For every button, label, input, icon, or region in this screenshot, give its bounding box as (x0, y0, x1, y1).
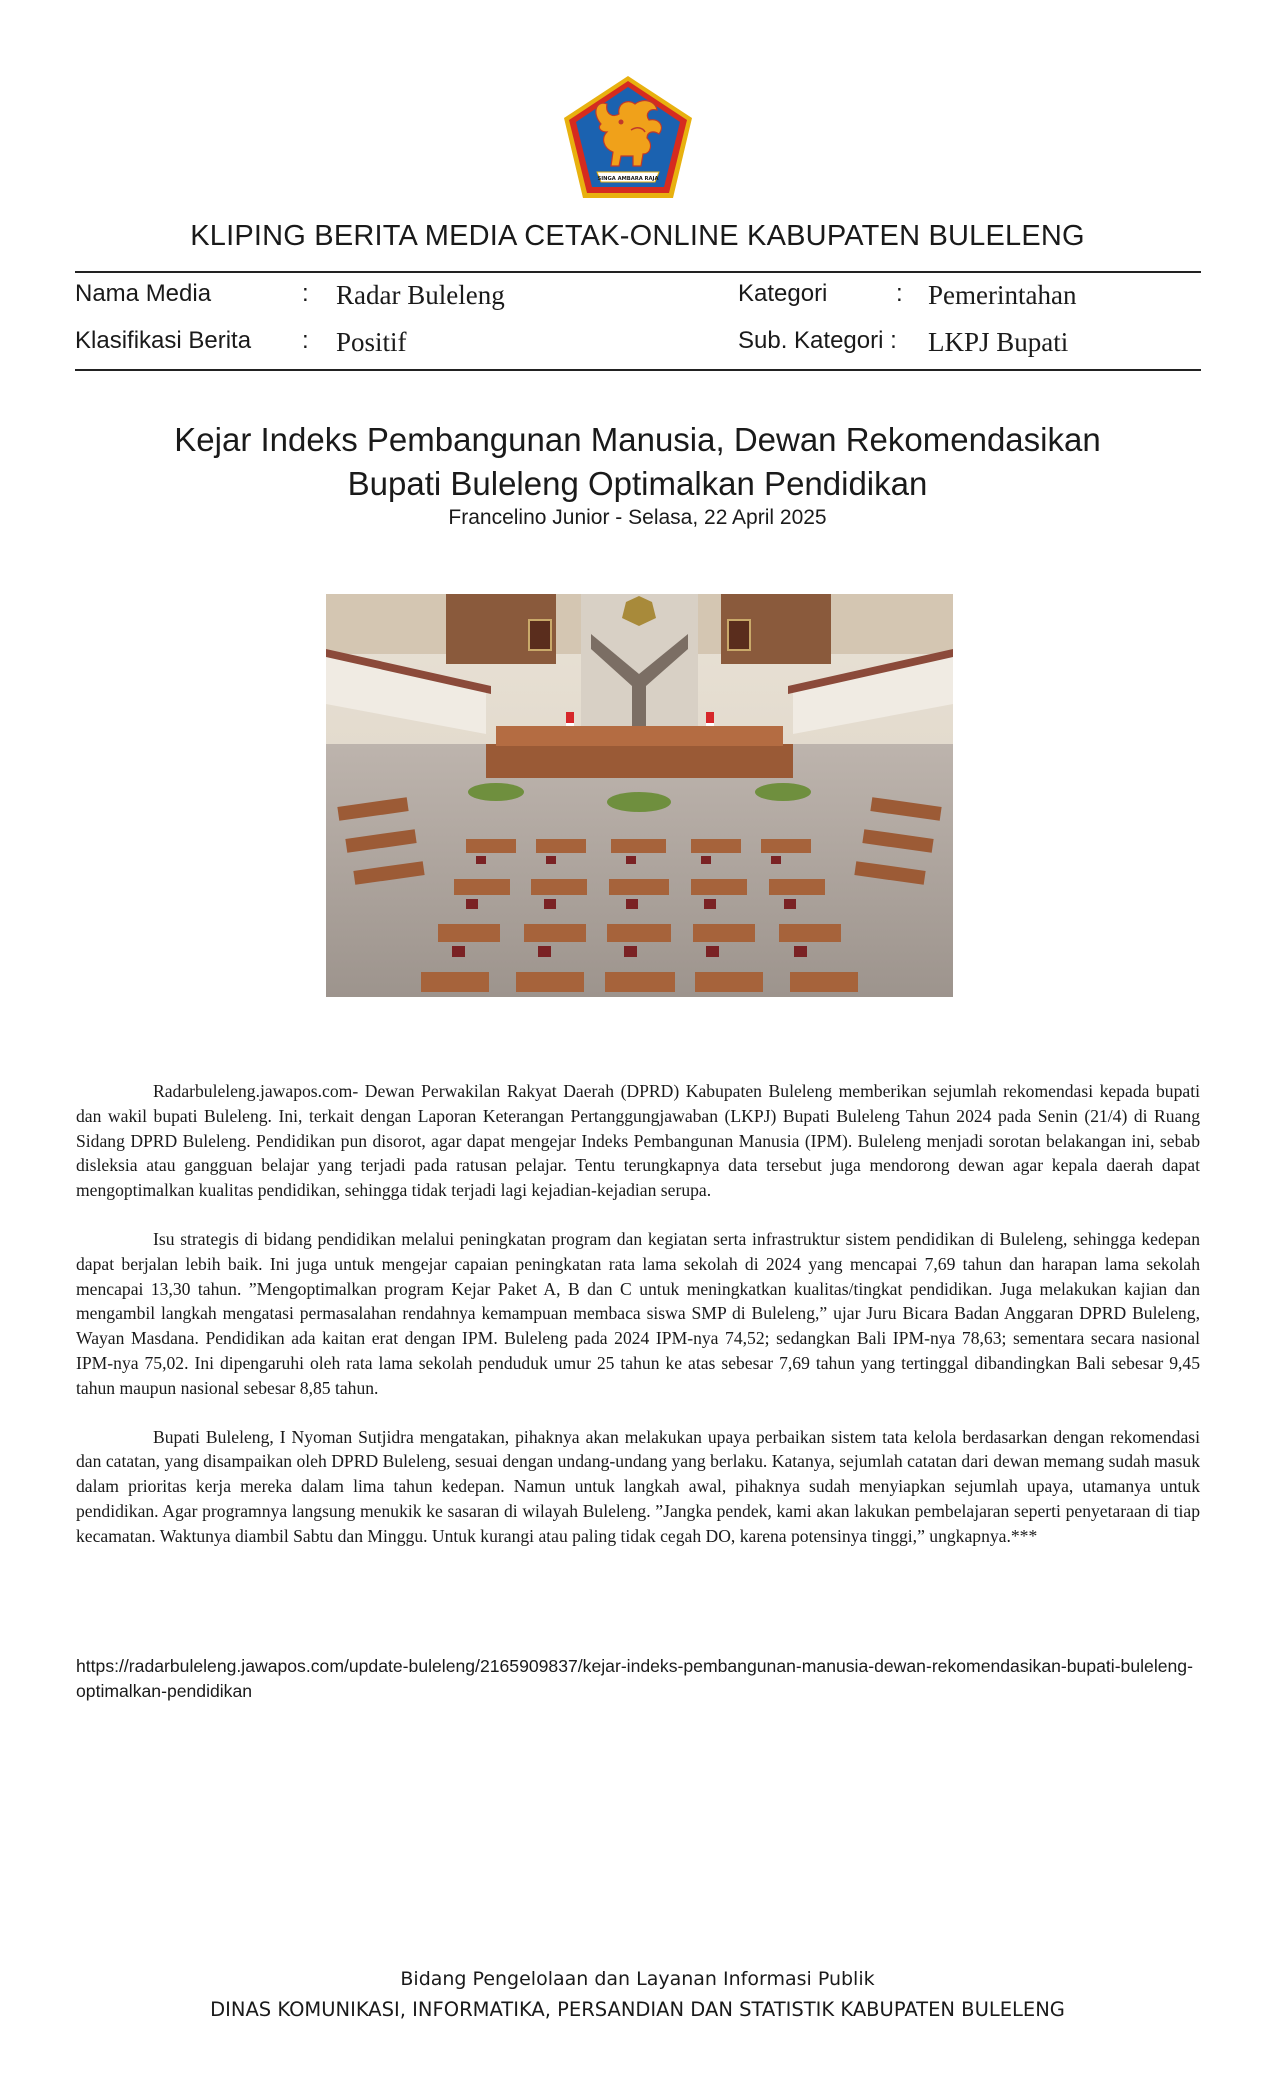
nama-media-separator: : (302, 280, 309, 307)
klasifikasi-separator: : (302, 327, 309, 354)
kategori-separator: : (896, 280, 903, 307)
header-bottom-divider (75, 369, 1201, 371)
header-top-divider (75, 271, 1201, 273)
article-paragraph: Bupati Buleleng, I Nyoman Sutjidra mengatakan, pihaknya akan melakukan upaya perbaikan sistem tata kelola berdasarkan dengan rekomendasi dan catatan, yang disampaikan oleh DPRD Buleleng, sesuai dengan undang-undang yang berlaku. Katanya, sejumlah catatan dari dewan memang sudah masuk dalam prioritas kerja mereka dalam lima tahun kedepan. Namun untuk langkah awal, pihaknya sudah menyiapkan sejumlah upaya, utamanya untuk pendidikan. Agar programnya langsung menukik ke sasaran di wilayah Buleleng. ”Jangka pendek, kami akan lakukan pembelajaran seperti penyetaraan di tiap kecamatan. Waktunya diambil Sabtu dan Minggu. Untuk kurangi atau paling tidak cegah DO, karena potensinya tinggi,” ungkapnya.*** (76, 1426, 1200, 1546)
buleleng-emblem-logo (561, 74, 695, 201)
sub-kategori-value: LKPJ Bupati (928, 327, 1069, 357)
klasifikasi-value: Positif (336, 327, 407, 357)
article-headline (0, 418, 1275, 506)
kategori-label: Kategori (738, 280, 828, 307)
footer-department: Bidang Pengelolaan dan Layanan Informasi Publik (400, 1968, 875, 1990)
clipping-header-title: KLIPING BERITA MEDIA CETAK-ONLINE KABUPATEN BULELENG (190, 220, 1085, 252)
nama-media-label: Nama Media (75, 280, 212, 307)
source-url-link[interactable]: https://radarbuleleng.jawapos.com/update-buleleng/2165909837/kejar-indeks-pembangunan-manusia-dewan-rekomendasikan-bupati-buleleng-optimalkan-pendidikan (76, 1656, 1193, 1701)
council-chamber-photo (326, 594, 953, 997)
article-body (76, 1079, 1200, 1573)
article-byline: Francelino Junior - Selasa, 22 April 2025 (448, 506, 827, 529)
article-paragraph: Isu strategis di bidang pendidikan melalui peningkatan program dan kegiatan serta infrastruktur sistem pendidikan di Buleleng, sehingga kedepan dapat berjalan lebih baik. Ini juga untuk mengejar capaian peningkatan rata lama sekolah di 2024 yang mencapai 7,69 tahun dan harapan lama sekolah mencapai 13,30 tahun. ”Mengoptimalkan program Kejar Paket A, B dan C untuk meningkatkan kualitas/tingkat pendidikan. Juga melakukan kajian dan mengambil langkah mengatasi permasalahan rendahnya kemampuan membaca siswa SMP di Buleleng,” ujar Juru Bicara Badan Anggaran DPRD Buleleng, Wayan Masdana. Pendidikan ada kaitan erat dengan IPM. Buleleng pada 2024 IPM-nya 74,52; sedangkan Bali IPM-nya 78,63; sementara secara nasional IPM-nya 75,02. Ini dipengaruhi oleh rata lama sekolah penduduk umur 25 tahun ke atas sebesar 7,69 tahun yang tertinggal dibandingkan Bali sebesar 9,45 tahun maupun nasional sebesar 8,85 tahun. (76, 1228, 1200, 1398)
footer-agency: DINAS KOMUNIKASI, INFORMATIKA, PERSANDIAN DAN STATISTIK KABUPATEN BULELENG (210, 1998, 1065, 2021)
emblem-motto: SINGA AMBARA RAJA (597, 176, 659, 182)
headline-line-2: Bupati Buleleng Optimalkan Pendidikan (347, 465, 928, 502)
kategori-value: Pemerintahan (928, 280, 1077, 310)
headline-line-1: Kejar Indeks Pembangunan Manusia, Dewan Rekomendasikan (174, 421, 1101, 458)
article-paragraph: Radarbuleleng.jawapos.com- Dewan Perwakilan Rakyat Daerah (DPRD) Kabupaten Buleleng memberikan sejumlah rekomendasi kepada bupati dan wakil bupati Buleleng. Ini, terkait dengan Laporan Keterangan Pertanggungjawaban (LKPJ) Bupati Buleleng Tahun 2024 pada Senin (21/4) di Ruang Sidang DPRD Buleleng. Pendidikan pun disorot, agar dapat mengejar Indeks Pembangunan Manusia (IPM). Buleleng menjadi sorotan belakangan ini, sebab disleksia atau gangguan belajar yang terjadi pada ratusan pelajar. Tentu terungkapnya data tersebut juga mendorong dewan agar kepala daerah dapat mengoptimalkan kualitas pendidikan, sehingga tidak terjadi lagi kejadian-kejadian serupa. (76, 1081, 1200, 1201)
sub-kategori-label: Sub. Kategori : (738, 327, 897, 354)
nama-media-value: Radar Buleleng (336, 280, 505, 310)
klasifikasi-label: Klasifikasi Berita (75, 327, 252, 354)
